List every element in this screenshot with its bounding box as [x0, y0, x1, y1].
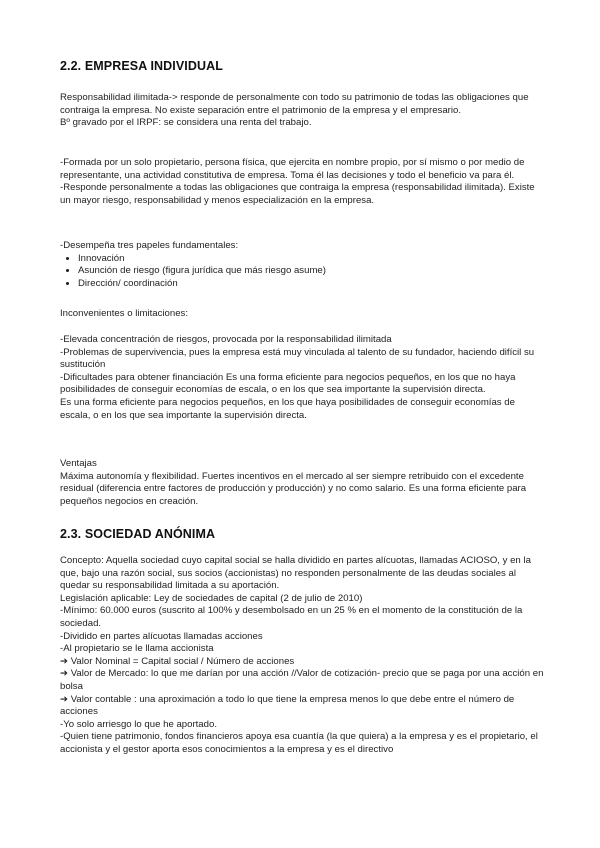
paragraph: -Dividido en partes alícuotas llamadas acciones: [60, 630, 263, 642]
paragraph: -Formada por un solo propietario, persona física, que ejercita en nombre propio, por sí mismo o por medio de representante, una actividad constitutiva de empresa. Toma él las decisiones y todo el beneficio va para él.: [60, 157, 525, 181]
paragraph: -Mínimo: 60.000 euros (suscrito al 100% y desembolsado en un 25 % en el momento de la constitución de la sociedad.: [60, 605, 523, 629]
drawbacks-block: [60, 334, 546, 422]
paragraph: -Problemas de supervivencia, pues la empresa está muy vinculada al talento de su fundador, haciendo difícil su sustitución: [60, 346, 535, 371]
roles-heading: -Desempeña tres papeles fundamentales:: [60, 240, 239, 251]
drawbacks-heading-block: [60, 308, 546, 321]
paragraph: -Al propietario se le llama accionista: [60, 643, 214, 655]
paragraph: -Elevada concentración de riesgos, provocada por la responsabilidad ilimitada: [60, 334, 392, 345]
intro-block: [60, 92, 546, 130]
paragraph: -Quien tiene patrimonio, fondos financieros apoya esa cuantía (la que quiera) a la empresa y es el propietario, el accionista y el gestor aporta esos conocimientos a la empresa y es el directivo: [60, 731, 538, 755]
paragraph: Máxima autonomía y flexibilidad. Fuertes incentivos en el mercado al ser siempre retribuido con el excedente residual (diferencia entre factores de producción y producción) y no como salario. Es una forma eficiente para pequeños negocios en creación.: [60, 470, 527, 507]
sa-block: [60, 555, 546, 757]
paragraph: Es una forma eficiente para negocios pequeños, en los que haya posibilidades de conseguir economías de escala, o en los que sea importante la supervisión directa.: [60, 396, 515, 421]
paragraph: Bº gravado por el IRPF: se considera una renta del trabajo.: [60, 117, 312, 129]
list-item: • Dirección/ coordinación: [78, 278, 546, 291]
section-title-empresa-individual: 2.2. EMPRESA INDIVIDUAL: [60, 59, 223, 73]
paragraph: -Responde personalmente a todas las obligaciones que contraiga la empresa (responsabilidad ilimitada). Existe un mayor riesgo, responsabilidad y menos especialización en la empresa.: [60, 182, 535, 206]
characteristics-block: [60, 157, 546, 207]
advantages-heading: Ventajas: [60, 458, 97, 469]
advantages-block: [60, 458, 546, 508]
drawbacks-heading: Inconvenientes o limitaciones:: [60, 308, 188, 319]
paragraph: Responsabilidad ilimitada-> responde de personalmente con todo su patrimonio de todas las obligaciones que contraiga la empresa. No existe separación entre el patrimonio de la empresa y el empresario.: [60, 92, 529, 116]
arrow-item: ➔ Valor contable : una aproximación a todo lo que tiene la empresa menos lo que debe entre el número de acciones: [60, 694, 546, 719]
list-item: • Asunción de riesgo (figura jurídica que más riesgo asume): [78, 265, 546, 278]
paragraph: -Yo solo arriesgo lo que he aportado.: [60, 718, 217, 730]
roles-block: [60, 240, 546, 290]
paragraph: Legislación aplicable: Ley de sociedades de capital (2 de julio de 2010): [60, 592, 363, 604]
roles-list: [60, 253, 546, 291]
paragraph: -Dificultades para obtener financiación Es una forma eficiente para negocios pequeños, en los que no haya posibilidades de conseguir economías de escala, o en los que sea importante la supervisión directa.: [60, 371, 516, 396]
arrow-item: ➔ Valor Nominal = Capital social / Número de acciones: [60, 656, 546, 669]
list-item: • Innovación: [78, 253, 546, 266]
section-title-sociedad-anonima: 2.3. SOCIEDAD ANÓNIMA: [60, 527, 216, 541]
arrow-item: ➔ Valor de Mercado: lo que me darían por una acción //Valor de cotización- precio que se paga por una acción en bolsa: [60, 668, 546, 693]
paragraph: Concepto: Aquella sociedad cuyo capital social se halla dividido en partes alícuotas, llamadas ACIOSO, y en la que, bajo una razón social, sus socios (accionistas) no responden personalmente de las deudas sociales al quedar su responsabilidad limitada a su aportación.: [60, 555, 531, 592]
